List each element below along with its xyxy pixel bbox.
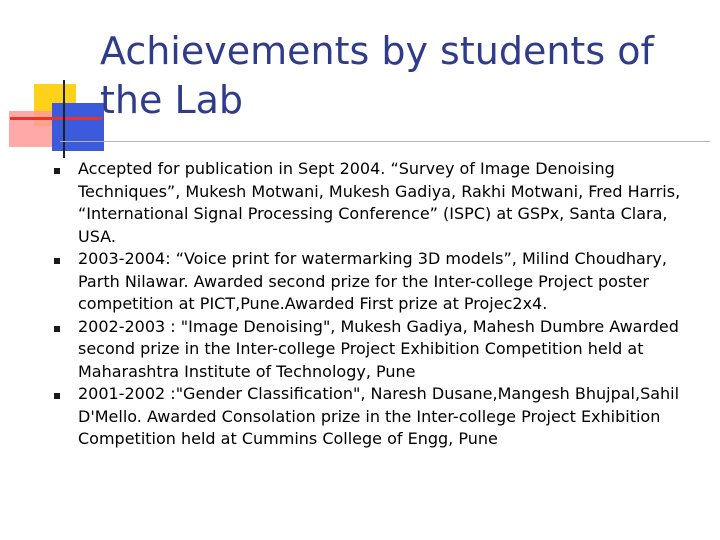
bullet-text: 2002-2003 : "Image Denoising", Mukesh Gadiya, Mahesh Dumbre Awarded second prize in the Inter-college Project Exhibition Competition held at Maharashtra Institute of Technology, Pune [78, 316, 679, 381]
bullet-text: 2003-2004: “Voice print for watermarking 3D models”, Milind Choudhary, Parth Nilawar. Awarded second prize for the Inter-college Project poster competition at PICT,Pune.Awarded First prize at Projec2x4. [78, 249, 667, 313]
bullet-text: 2001-2002 :"Gender Classification", Naresh Dusane,Mangesh Bhujpal,Sahil D'Mello. Awarded Consolation prize in the Inter-college Project Exhibition Competition held at Cummins College of Engg, Pune [78, 384, 680, 448]
bullet-list [54, 158, 704, 451]
bullet-square-icon [54, 258, 60, 264]
decorative-blue-square [52, 103, 104, 151]
decorative-red-line [10, 117, 102, 120]
bullet-item-2 [54, 248, 704, 316]
title-underline-rule [60, 141, 710, 142]
bullet-square-icon [54, 326, 60, 332]
bullet-square-icon [54, 168, 60, 174]
bullet-text: Accepted for publication in Sept 2004. “Survey of Image Denoising Techniques”, Mukesh Motwani, Mukesh Gadiya, Rakhi Motwani, Fred Harris, “International Signal Processing Conference” (ISPC) at GSPx, Santa Clara, USA. [78, 159, 681, 246]
bullet-item-3 [54, 316, 704, 384]
bullet-item-1 [54, 158, 704, 248]
slide-title: Achievements by students of the Lab [100, 29, 654, 122]
decorative-black-line [63, 80, 65, 158]
bullet-item-4 [54, 383, 704, 451]
bullet-square-icon [54, 393, 60, 399]
